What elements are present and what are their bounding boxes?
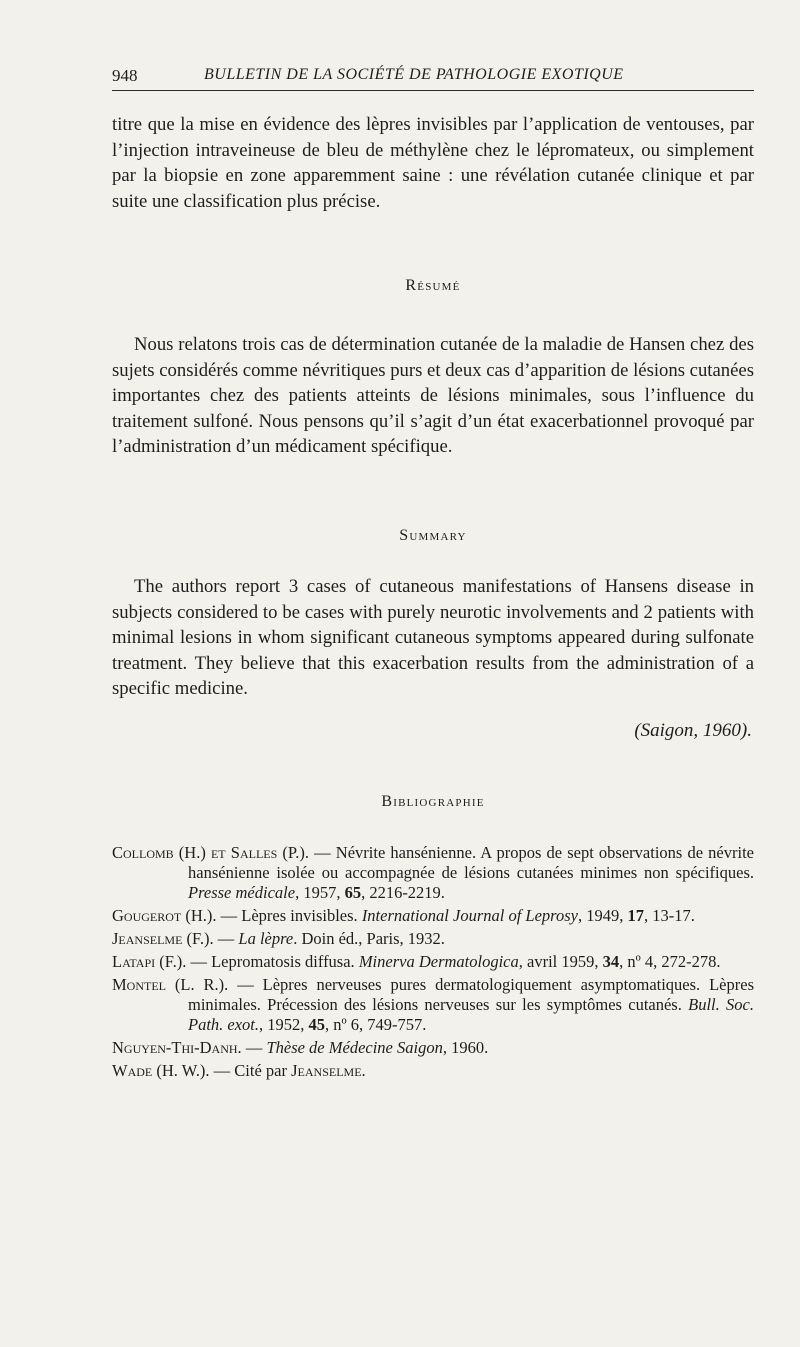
bibliography-list bbox=[112, 843, 754, 1084]
journal-title: BULLETIN DE LA SOCIÉTÉ DE PATHOLOGIE EXOTIQUE bbox=[204, 66, 624, 83]
summary-heading: Summary bbox=[399, 527, 467, 544]
bibliography-entry: Jeanselme (F.). — La lèpre. Doin éd., Paris, 1932. bbox=[112, 929, 445, 948]
signoff: (Saigon, 1960). bbox=[634, 720, 752, 741]
bibliography-entry: Latapi (F.). — Lepromatosis diffusa. Minerva Dermatologica, avril 1959, 34, nº 4, 272-278. bbox=[112, 952, 721, 971]
bibliography-heading: Bibliographie bbox=[381, 793, 485, 810]
bibliography-entry: Nguyen-Thi-Danh. — Thèse de Médecine Saigon, 1960. bbox=[112, 1038, 489, 1057]
intro-paragraph: titre que la mise en évidence des lèpres invisibles par l’application de ventouses, par l’injection intraveineuse de bleu de méthylène chez le lépromateux, ou simplement par la biopsie en zone apparemment saine : une révélation cutanée clinique et par suite une classification plus précise. bbox=[112, 114, 754, 212]
bibliography-entry: Wade (H. W.). — Cité par Jeanselme. bbox=[112, 1061, 366, 1080]
summary-text: The authors report 3 cases of cutaneous manifestations of Hansens disease in subjects considered to be cases with purely neurotic involvements and 2 patients with minimal lesions in whom significant cutaneous symptoms appeared during sulfonate treatment. They believe that this exacerbation results from the administration of a specific medicine. bbox=[112, 576, 754, 699]
resume-heading: Résumé bbox=[405, 277, 461, 294]
bibliography-entry: Montel (L. R.). — Lèpres nerveuses pures dermatologiquement asymptomatiques. Lèpres minimales. Précession des lésions nerveuses sur les symptômes cutanés. Bull. Soc. Path. exot., 1952, 45, nº 6, 749-757. bbox=[112, 975, 754, 1034]
resume-text: Nous relatons trois cas de détermination cutanée de la maladie de Hansen chez des sujets considérés comme névritiques purs et deux cas d’apparition de lésions cutanées importantes chez des patients atteints de lésions minimales, sous l’influence du traitement sulfoné. Nous pensons qu’il s’agit d’un état exacerbationnel provoqué par l’administration d’un médicament spécifique. bbox=[112, 334, 754, 457]
running-header bbox=[112, 62, 754, 91]
bibliography-entry: Collomb (H.) et Salles (P.). — Névrite hansénienne. A propos de sept observations de névrite hansénienne isolée ou accompagnée de lésions cutanées minimes non spécifiques. Presse médicale, 1957, 65, 2216-2219. bbox=[112, 843, 754, 902]
page-number: 948 bbox=[112, 66, 138, 85]
bibliography-entry: Gougerot (H.). — Lèpres invisibles. International Journal of Leprosy, 1949, 17, 13-17. bbox=[112, 906, 695, 925]
